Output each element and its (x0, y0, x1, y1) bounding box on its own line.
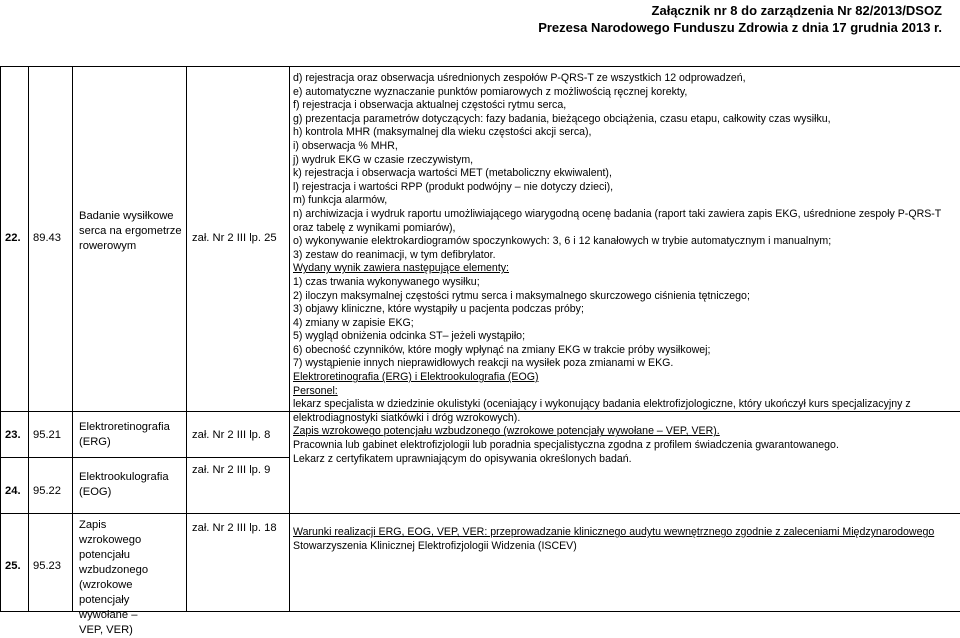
description-heading: Zapis wzrokowego potencjału wzbudzonego (wzrokowe potencjały wywołane – VEP, VER). (293, 425, 720, 438)
description-line: n) archiwizacja i wydruk raportu umożliwiającego wiarygodną ocenę badania (raport taki zawiera zapis EKG, uśrednione zespoły P-QRS-T (293, 207, 942, 220)
description-line: f) rejestracja i obserwacja aktualnej częstości rytmu serca, (293, 99, 567, 112)
table-cell-code: 95.23 (33, 560, 61, 572)
description-line: Pracownia lub gabinet elektrofizjologii lub poradnia specjalistyczna zgodna z profilem świadczenia gwarantowanego. (293, 439, 839, 452)
table-cell-name: Elektrookulografia (EOG) (79, 471, 169, 498)
table-cell-ref: zał. Nr 2 III lp. 18 (192, 522, 277, 534)
table-row-divider (0, 457, 290, 458)
description-line: lekarz specjalista w dziedzinie okulistyki (oceniający i wykonujący badania elektrofizjologiczne, który ukończył kurs specjalizacyjny z (293, 398, 911, 411)
table-col-divider (289, 66, 290, 612)
table-cell-ref: zał. Nr 2 III lp. 9 (192, 464, 271, 476)
description-line: l) rejestracja i wartości RPP (produkt podwójny – nie dotyczy dzieci), (293, 180, 614, 193)
description-line: h) kontrola MHR (maksymalnej dla wieku częstości akcji serca), (293, 126, 592, 139)
header-annex-line: Załącznik nr 8 do zarządzenia Nr 82/2013/DSOZ (651, 3, 942, 18)
description-line: d) rejestracja oraz obserwacja uśrednionych zespołów P-QRS-T ze wszystkich 12 odprowadzeń, (293, 72, 746, 84)
table-cell-name: Elektroretinografia (ERG) (79, 421, 170, 448)
description-line: elektrodiagnostyki siatkówki i dróg wzrokowych). (293, 411, 521, 424)
table-cell-lp: 22. (5, 232, 21, 244)
table-cell-code: 95.21 (33, 429, 61, 441)
description-line (293, 526, 957, 540)
table-col-divider (186, 66, 187, 612)
header-president-line: Prezesa Narodowego Funduszu Zdrowia z dnia 17 grudnia 2013 r. (538, 20, 942, 35)
table-cell-lp: 24. (5, 485, 21, 497)
table-cell-ref: zał. Nr 2 III lp. 8 (192, 429, 271, 441)
description-line: Stowarzyszenia Klinicznej Elektrofizjologii Widzenia (ISCEV) (293, 539, 577, 552)
table-cell-code: 89.43 (33, 232, 61, 244)
description-line: 5) wygląd obniżenia odcinka ST– jeżeli wystąpiło; (293, 330, 526, 343)
description-line: oraz tabelę z wynikami pomiarów), (293, 221, 456, 234)
table-cell-ref: zał. Nr 2 III lp. 25 (192, 232, 277, 244)
description-line: m) funkcja alarmów, (293, 194, 388, 207)
description-block (293, 72, 957, 466)
description-heading: Personel: (293, 384, 338, 397)
description-line: e) automatyczne wyznaczanie punktów pomiarowych z możliwością ręcznej korekty, (293, 85, 688, 98)
description-heading: Wydany wynik zawiera następujące elementy: (293, 262, 510, 275)
table-col-divider (28, 66, 29, 612)
description-line: 3) objawy kliniczne, które wystąpiły u pacjenta podczas próby; (293, 303, 584, 316)
description-line: 4) zmiany w zapisie EKG; (293, 316, 414, 329)
description-line: k) rejestracja i obserwacja wartości MET (metaboliczny ekwiwalent), (293, 167, 612, 180)
table-cell-name: Zapis wzrokowego potencjału wzbudzonego (wzrokowe potencjały wywołane – VEP, VER) (79, 519, 149, 636)
table-col-divider (72, 66, 73, 612)
description-heading: Elektroretinografia (ERG) i Elektrookulografia (EOG) (293, 371, 539, 384)
description-line: 7) wystąpienie innych nieprawidłowych reakcji na wysiłek poza zmianami w EKG. (293, 357, 674, 370)
table-cell-lp: 23. (5, 429, 21, 441)
description-line: g) prezentacja parametrów dotyczących: fazy badania, bieżącego obciążenia, czasu etapu, całkowity czas wysiłku, (293, 112, 831, 125)
table-cell-name: Badanie wysiłkowe serca na ergometrze rowerowym (79, 210, 182, 252)
table-top-border (0, 66, 960, 67)
table-row-divider (0, 513, 960, 514)
table-cell-code: 95.22 (33, 485, 61, 497)
description-line: 3) zestaw do reanimacji, w tym defibrylator. (293, 248, 496, 261)
description-block-vep (293, 526, 957, 553)
description-line: 6) obecność czynników, które mogły wpłynąć na zmiany EKG w trakcie próby wysiłkowej; (293, 343, 711, 356)
description-heading: Warunki realizacji ERG, EOG, VEP, VER: przeprowadzanie klinicznego audytu wewnętrznego zgodnie z zaleceniami Międzynarodowego (293, 526, 935, 538)
description-line: 1) czas trwania wykonywanego wysiłku; (293, 275, 480, 288)
description-line: o) wykonywanie elektrokardiogramów spoczynkowych: 3, 6 i 12 kanałowych w trybie automatycznym i manualnym; (293, 235, 832, 248)
table-cell-lp: 25. (5, 560, 21, 572)
description-line: Lekarz z certyfikatem uprawniającym do opisywania określonych badań. (293, 452, 632, 465)
description-line: i) obserwacja % MHR, (293, 139, 398, 152)
description-line: j) wydruk EKG w czasie rzeczywistym, (293, 153, 474, 166)
table-col-divider (0, 66, 1, 612)
description-line: 2) iloczyn maksymalnej częstości rytmu serca i maksymalnego skurczowego ciśnienia tętniczego; (293, 289, 750, 302)
